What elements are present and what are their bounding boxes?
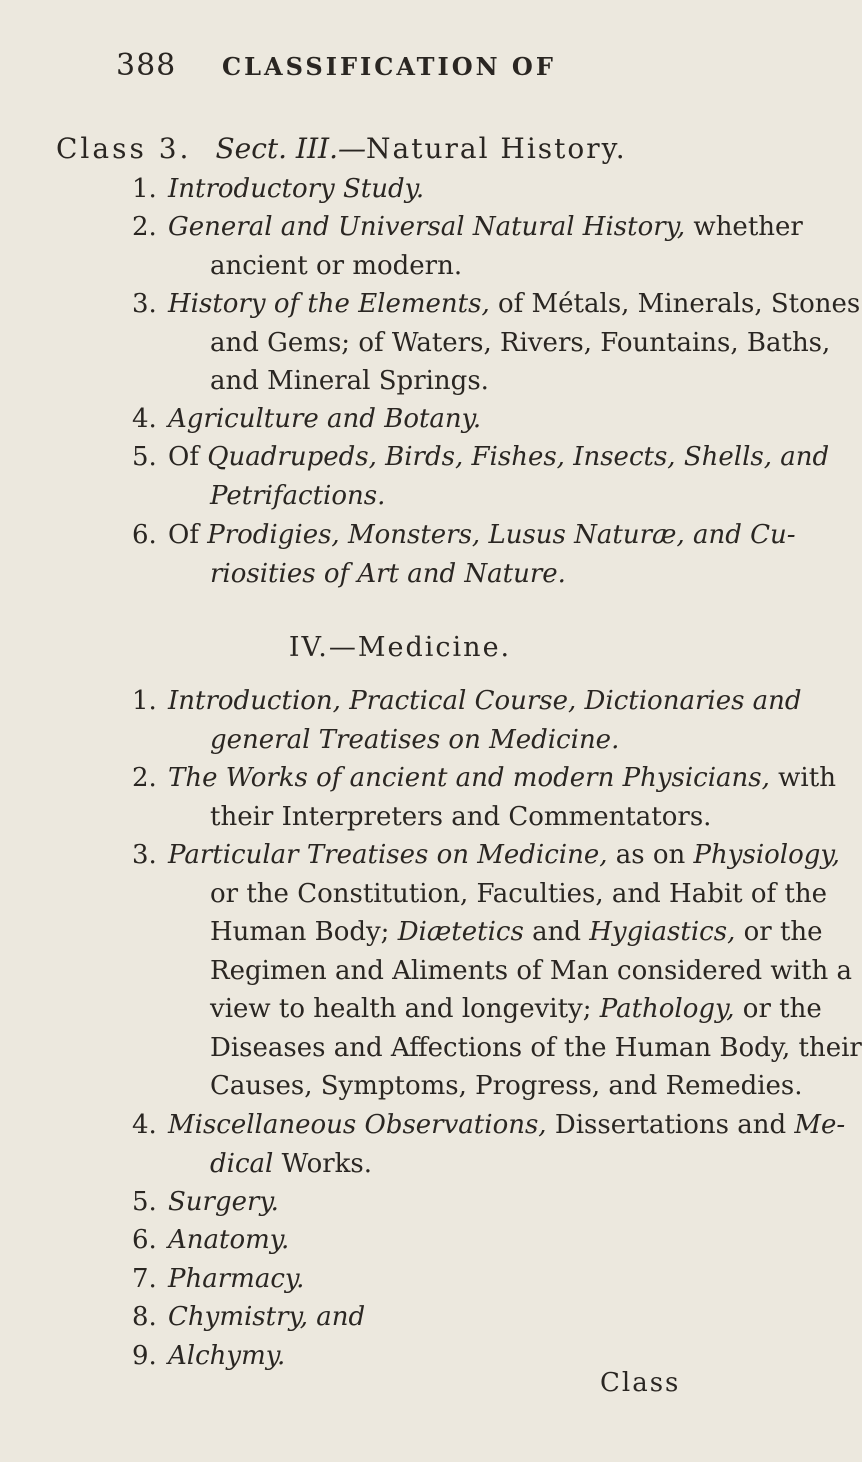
entry-text: or the: [735, 917, 823, 947]
entry-line: [210, 1033, 862, 1063]
entry-line: [210, 1149, 372, 1179]
entry-text: Works.: [273, 1148, 373, 1179]
entry-line: [168, 212, 803, 242]
entry-text: Diætetics: [397, 917, 524, 947]
entry-text: or the Constitution, Faculties, and Habit of the: [210, 878, 828, 909]
entry-text: Alchymy.: [168, 1341, 286, 1371]
entry-text: ancient or modern.: [210, 250, 463, 281]
entry-text: Prodigies, Monsters, Lusus Naturæ, and Cu-: [207, 520, 796, 550]
entry-text: general Treatises on Medicine.: [210, 724, 620, 755]
item-number: 7.: [132, 1264, 157, 1294]
entry-text: Human Body;: [210, 917, 398, 947]
entry-line: [210, 994, 822, 1024]
entry-line: [168, 1187, 279, 1217]
entry-text: their Interpreters and Commentators.: [210, 801, 712, 832]
entry-text: Physiology,: [693, 840, 840, 870]
entry-text: Surgery.: [168, 1187, 279, 1217]
entry-text: Petrifactions.: [210, 480, 386, 511]
entry-line: [168, 686, 802, 716]
entry-text: Quadrupeds, Birds, Fishes, Insects, Shells, and: [207, 442, 830, 472]
entry-text: Of: [168, 520, 208, 550]
entry-line: [210, 1071, 803, 1101]
entry-text: Dissertations and: [546, 1110, 795, 1140]
item-number: 1.: [132, 174, 157, 204]
entry-text: Anatomy.: [168, 1225, 290, 1255]
entry-line: [210, 366, 489, 396]
item-number: 9.: [132, 1341, 157, 1371]
entry-text: Agriculture and Botany.: [168, 404, 482, 434]
entry-line: [210, 956, 852, 986]
entry-text: whether: [685, 212, 803, 242]
item-number: 5.: [132, 442, 157, 472]
entry-line: [210, 559, 566, 589]
entry-line: [168, 1110, 845, 1140]
catchword: Class: [600, 1368, 681, 1398]
item-number: 1.: [132, 686, 157, 716]
entry-text: riosities of Art and Nature.: [210, 558, 566, 589]
page-header: [0, 48, 800, 88]
running-head: CLASSIFICATION OF: [222, 52, 556, 81]
entry-line: [210, 251, 462, 281]
class-label: Class 3.: [56, 132, 192, 165]
entry-text: History of the Elements,: [168, 289, 490, 319]
entry-text: Particular Treatises on Medicine,: [168, 840, 608, 870]
sect-label: Sect. III.—: [215, 132, 367, 165]
entry-line: [168, 1302, 365, 1332]
entry-line: [210, 328, 830, 358]
entry-line: [210, 917, 823, 947]
entry-text: and: [523, 917, 590, 947]
entry-text: Introductory Study.: [168, 174, 425, 204]
item-number: 2.: [132, 763, 157, 793]
entry-line: [210, 481, 385, 511]
medicine-heading: IV.—Medicine.: [288, 632, 512, 663]
item-number: 3.: [132, 840, 157, 870]
entry-text: General and Universal Natural History,: [168, 212, 686, 242]
entry-text: Pathology,: [599, 994, 735, 1024]
entry-text: Diseases and Affections of the Human Body, their: [210, 1032, 862, 1063]
entry-text: view to health and longevity;: [210, 994, 600, 1024]
section-title: Natural History.: [366, 132, 627, 165]
entry-line: [168, 404, 481, 434]
entry-line: [168, 1264, 304, 1294]
entry-line: [168, 442, 829, 472]
entry-line: [168, 840, 840, 870]
entry-text: Hygiastics,: [589, 917, 736, 947]
entry-line: [210, 802, 711, 832]
entry-line: [168, 520, 796, 550]
entry-text: Me-: [794, 1110, 846, 1140]
entry-text: with: [769, 763, 836, 793]
entry-line: [210, 725, 619, 755]
entry-line: [168, 1341, 285, 1371]
entry-text: Regimen and Aliments of Man considered with a: [210, 955, 852, 986]
entry-text: of Métals, Minerals, Stones: [489, 289, 861, 319]
item-number: 6.: [132, 1225, 157, 1255]
entry-line: [168, 174, 424, 204]
entry-text: and Gems; of Waters, Rivers, Fountains, Baths,: [210, 327, 831, 358]
item-number: 8.: [132, 1302, 157, 1332]
entry-text: as on: [607, 840, 694, 870]
item-number: 4.: [132, 404, 157, 434]
item-number: 3.: [132, 289, 157, 319]
entry-text: Introduction, Practical Course, Dictionaries and: [168, 686, 802, 716]
entry-line: [168, 289, 860, 319]
entry-text: Causes, Symptoms, Progress, and Remedies.: [210, 1071, 803, 1101]
entry-text: Chymistry, and: [168, 1302, 366, 1332]
page-number: 388: [116, 48, 177, 83]
entry-text: dical: [210, 1148, 274, 1179]
entry-text: Of: [168, 442, 208, 472]
entry-line: [168, 1225, 289, 1255]
item-number: 2.: [132, 212, 157, 242]
entry-text: or the: [734, 994, 822, 1024]
item-number: 4.: [132, 1110, 157, 1140]
class-heading: [56, 132, 627, 165]
entry-text: Miscellaneous Observations,: [168, 1110, 547, 1140]
entry-text: The Works of ancient and modern Physicians,: [168, 763, 770, 793]
item-number: 6.: [132, 520, 157, 550]
entry-line: [168, 763, 836, 793]
entry-text: Pharmacy.: [168, 1264, 305, 1294]
item-number: 5.: [132, 1187, 157, 1217]
entry-text: and Mineral Springs.: [210, 366, 489, 396]
entry-line: [210, 879, 827, 909]
